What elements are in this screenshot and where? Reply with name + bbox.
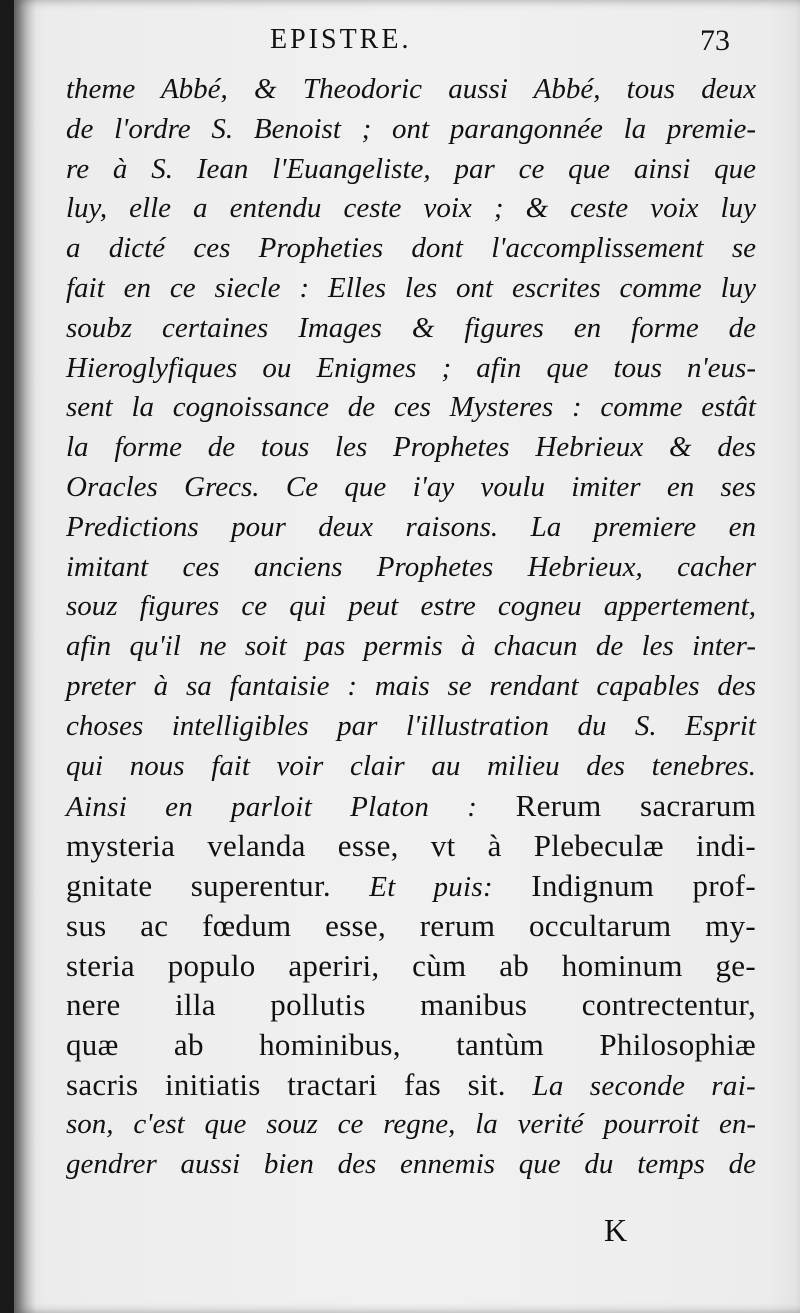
text-line: sent la cognoissance de ces Mysteres : comme estât (66, 391, 756, 424)
text-line: soubz certaines Images & figures en forme de (66, 311, 756, 344)
page-header (0, 24, 800, 64)
text-line: Oracles Grecs. Ce que i'ay voulu imiter en ses (66, 470, 756, 503)
text-line: Hieroglyfiques ou Enigmes ; afin que tous n'eus- (66, 351, 756, 384)
text-line: souz figures ce qui peut estre cogneu appertement, (66, 590, 756, 623)
page-number: 73 (700, 24, 730, 57)
text-line: afin qu'il ne soit pas permis à chacun de les inter- (66, 630, 756, 663)
text-latin: gnitate superentur. (66, 867, 370, 903)
text-line: nere illa pollutis manibus contrectentur, (66, 987, 756, 1023)
text-line (66, 1065, 756, 1105)
text-line: fait en ce siecle : Elles les ont escrites comme luy (66, 271, 756, 304)
text-italic: Ainsi en parloit Platon : (66, 791, 478, 824)
text-line: choses intelligibles par l'illustration du S. Esprit (66, 709, 756, 742)
text-line (66, 866, 756, 906)
text-italic: La seconde rai- (532, 1069, 757, 1102)
text-line (66, 786, 756, 826)
signature-mark: K (604, 1212, 628, 1248)
text-line: gendrer aussi bien des ennemis que du temps de (66, 1147, 756, 1180)
text-italic: Et puis: (369, 870, 493, 903)
text-latin: Rerum sacrarum (477, 788, 756, 824)
text-line: sus ac fœdum esse, rerum occultarum my- (66, 907, 756, 943)
page-binding-shadow (14, 0, 36, 1313)
text-line: imitant ces anciens Prophetes Hebrieux, cacher (66, 550, 756, 583)
text-line: son, c'est que souz ce regne, la verité pourroit en- (66, 1107, 756, 1140)
text-latin: Indignum prof- (492, 867, 756, 903)
text-line: preter à sa fantaisie : mais se rendant capables des (66, 669, 756, 702)
text-line: steria populo aperiri, cùm ab hominum ge- (66, 947, 756, 983)
text-line: luy, elle a entendu ceste voix ; & ceste voix luy (66, 192, 756, 225)
text-line: Predictions pour deux raisons. La premiere en (66, 510, 756, 543)
text-latin: sacris initiatis tractari fas sit. (66, 1066, 533, 1102)
text-line: mysteria velanda esse, vt à Plebeculæ indi- (66, 828, 756, 864)
body-text (66, 70, 756, 1184)
text-line: quæ ab hominibus, tantùm Philosophiæ (66, 1027, 756, 1063)
text-line: a dicté ces Propheties dont l'accomplissement se (66, 232, 756, 265)
text-line: de l'ordre S. Benoist ; ont parangonnée la premie- (66, 112, 756, 145)
running-title: EPISTRE. (270, 24, 412, 55)
text-line: theme Abbé, & Theodoric aussi Abbé, tous deux (66, 73, 756, 105)
text-line: re à S. Iean l'Euangeliste, par ce que ainsi que (66, 152, 756, 185)
text-line: la forme de tous les Prophetes Hebrieux & des (66, 431, 756, 464)
text-line: qui nous fait voir clair au milieu des tenebres. (66, 749, 756, 782)
